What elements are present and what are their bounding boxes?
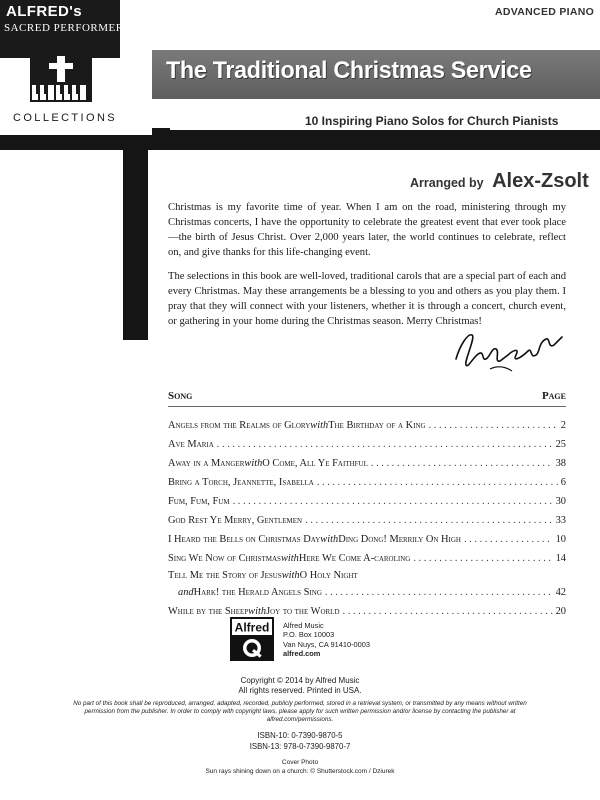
song-title: Fum, Fum, Fum xyxy=(168,496,230,507)
leader-dots xyxy=(305,515,552,526)
contents-rule xyxy=(168,406,566,407)
publisher-name: Alfred Music xyxy=(283,621,324,630)
song-title: Angels from the Realms of Glory xyxy=(168,420,311,431)
logo-brand: ALFRED's xyxy=(6,3,82,20)
page-number: 10 xyxy=(555,534,566,545)
list-item xyxy=(168,545,566,564)
page-number: 42 xyxy=(555,587,566,598)
intro-paragraph: Christmas is my favorite time of year. When I am on the road, ministering through my Christmas concerts, I have the opportunity to celebrate the greatest event that ever took place—the birth of Jesus Christ. Over 2,000 years later, the world continues to celebrate, reflect on, and give thanks for this life-changing event. xyxy=(168,202,566,258)
song-title: Sing We Now of Christmas xyxy=(168,553,281,564)
leader-dots xyxy=(233,496,553,507)
page-column-header: Page xyxy=(541,390,566,402)
copyright-notice xyxy=(0,676,600,696)
page-subtitle: 10 Inspiring Piano Solos for Church Pianists xyxy=(305,114,559,128)
page-title: The Traditional Christmas Service xyxy=(166,57,532,84)
introduction xyxy=(168,200,566,338)
arranger-signature xyxy=(450,325,570,375)
leader-dots xyxy=(413,553,552,564)
cross-keys-icon xyxy=(30,52,92,102)
arranger-credit xyxy=(410,170,589,193)
song-title: Here We Come A-caroling xyxy=(298,553,411,564)
song-title: The Birthday of a King xyxy=(328,420,426,431)
list-item xyxy=(168,412,566,431)
legal-notice: No part of this book shall be reproduced, arranged, adapted, recorded, publicly performed, stored in a retrieval system, or transmitted by any means without written permission from the publisher. In order to comply with copyright laws, please apply for such written permission and/or license by contacting the publisher at alfred.com/permissions. xyxy=(73,700,527,723)
list-item xyxy=(168,431,566,450)
list-item xyxy=(168,598,566,617)
joiner-word: with xyxy=(280,553,299,564)
arranger-name: Alex-Zsolt xyxy=(492,170,589,192)
logo-series-name: SACRED PERFORMER xyxy=(4,22,124,34)
publisher-box: P.O. Box 10003 xyxy=(283,630,335,640)
joiner-word: with xyxy=(248,606,267,617)
page-number: 20 xyxy=(555,606,566,617)
song-title: Bring a Torch, Jeannette, Isabella xyxy=(168,477,314,488)
song-title: Ave Maria xyxy=(168,439,214,450)
list-item xyxy=(168,469,566,488)
song-title: While by the Sheep xyxy=(168,606,249,617)
joiner-word: with xyxy=(320,534,339,545)
isbn-13: ISBN-13: 978-0-7390-9870-7 xyxy=(249,742,351,751)
rights-line: All rights reserved. Printed in USA. xyxy=(238,686,362,695)
list-item xyxy=(168,450,566,469)
intro-paragraph: The selections in this book are well-loved, traditional carols that are a special part of each and every Christmas. May these arrangements be a blessing to you and others as you play them. I pray that they will connect with your listeners, whether it is through a concert, church event, or gathering in your home during the Christmas season. Merry Christmas! xyxy=(168,271,566,327)
cover-photo-credit xyxy=(0,759,600,776)
logo-collections-label: COLLECTIONS xyxy=(13,112,118,124)
joiner-word: and xyxy=(178,587,194,598)
joiner-word: with xyxy=(281,570,300,581)
leader-dots xyxy=(317,477,558,488)
song-title: Tell Me the Story of Jesus xyxy=(168,570,282,581)
leader-dots xyxy=(464,534,553,545)
copyright-line: Copyright © 2014 by Alfred Music xyxy=(240,676,360,685)
page-number: 30 xyxy=(555,496,566,507)
publisher-city: Van Nuys, CA 91410-0003 xyxy=(283,639,370,649)
joiner-word: with xyxy=(244,458,263,469)
contents-table xyxy=(168,390,566,617)
list-item xyxy=(168,526,566,545)
leader-dots xyxy=(325,587,553,598)
song-title: God Rest Ye Merry, Gentlemen xyxy=(168,515,303,526)
arranged-by-label: Arranged by xyxy=(410,176,484,190)
level-label: ADVANCED PIANO xyxy=(495,6,595,18)
page-number: 6 xyxy=(560,477,566,488)
alfred-logo-text: Alfred xyxy=(234,620,270,635)
page-number: 33 xyxy=(555,515,566,526)
isbn-10: ISBN-10: 0-7390-9870-5 xyxy=(257,731,343,740)
cover-photo-source: Sun rays shining down on a church: © Shutterstock.com / Dziurek xyxy=(205,767,395,775)
song-title: O Come, All Ye Faithful xyxy=(262,458,368,469)
song-title: Joy to the World xyxy=(266,606,340,617)
joiner-word: with xyxy=(310,420,329,431)
series-logo xyxy=(0,0,152,135)
song-title: O Holy Night xyxy=(299,570,358,581)
song-title: Hark! the Herald Angels Sing xyxy=(193,587,322,598)
contents-header xyxy=(168,390,566,402)
leader-dots xyxy=(371,458,553,469)
cover-photo-label: Cover Photo xyxy=(281,759,319,766)
song-title: Ding Dong! Merrily On High xyxy=(338,534,461,545)
leader-dots xyxy=(343,606,553,617)
isbn-block xyxy=(0,730,600,752)
page-number: 38 xyxy=(555,458,566,469)
alfred-logo-icon xyxy=(230,617,274,661)
leader-dots xyxy=(429,420,558,431)
publisher-url[interactable]: alfred.com xyxy=(283,648,321,658)
song-title: Away in a Manger xyxy=(168,458,245,469)
page-number: 2 xyxy=(560,420,566,431)
page-number: 14 xyxy=(555,553,566,564)
song-title: I Heard the Bells on Christmas Day xyxy=(168,534,321,545)
leader-dots xyxy=(217,439,553,450)
publisher-address xyxy=(283,621,370,658)
song-column-header: Song xyxy=(168,390,193,402)
page-number: 25 xyxy=(555,439,566,450)
list-item xyxy=(168,507,566,526)
list-item xyxy=(168,564,566,598)
list-item xyxy=(168,488,566,507)
